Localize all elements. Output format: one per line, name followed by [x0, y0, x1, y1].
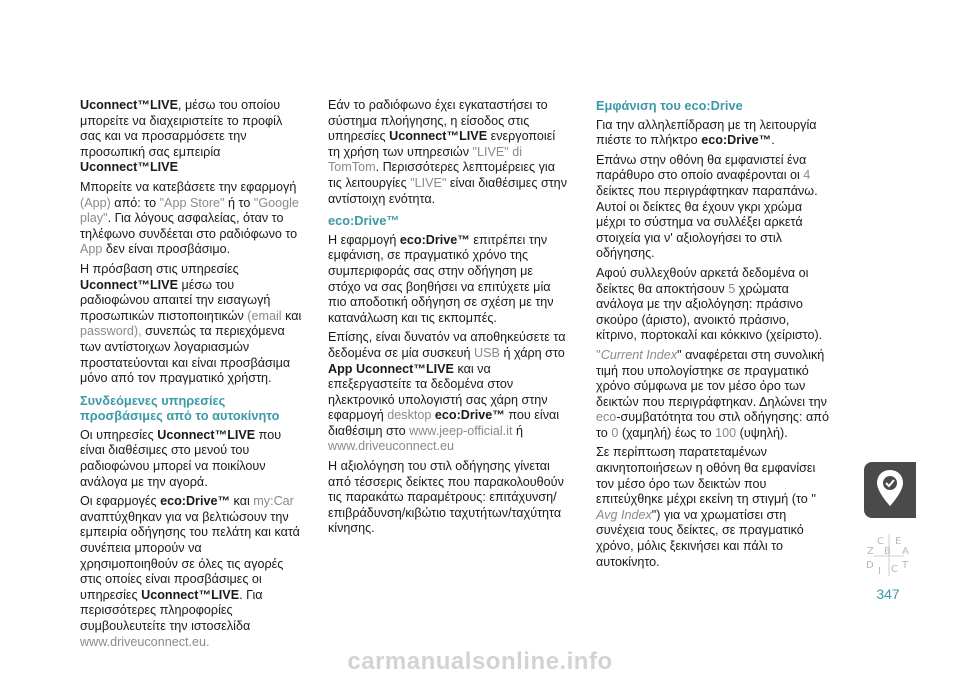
text: και	[230, 494, 254, 509]
gray-text: my:Car	[253, 494, 294, 509]
gray-italic-text: Avg Index	[596, 507, 652, 522]
website-link[interactable]: www.jeep-official.it	[409, 423, 513, 438]
text: από: το	[110, 195, 160, 210]
index-letter: T	[902, 560, 909, 571]
paragraph	[328, 98, 568, 207]
text: Αφού συλλεχθούν αρκετά δεδομένα οι δείκτες θα αποκτήσουν	[596, 265, 809, 296]
section-heading: Συνδεόμενες υπηρεσίες προσβάσιμες από το αυτοκίνητο	[80, 392, 280, 424]
index-letter: B	[884, 546, 891, 557]
text: και	[281, 308, 302, 323]
gray-text: 5	[728, 281, 736, 296]
text: μέσω του ραδιοφώνου απαιτεί την εισαγωγή προσωπικών πιστοποιητικών	[80, 277, 271, 323]
text: Οι εφαρμογές	[80, 494, 161, 509]
paragraph	[328, 233, 568, 327]
text: και να επεξεργαστείτε τα δεδομένα στον ηλεκτρονικό υπολογιστή σας χάρη στην εφαρμογή	[328, 361, 548, 423]
gray-text: "LIVE"	[410, 175, 447, 190]
paragraph	[80, 262, 302, 387]
gray-text: "App Store"	[159, 195, 225, 210]
paragraph	[596, 348, 832, 442]
text: συνεπώς τα περιεχόμενα των αντίστοιχων λογαριασμών προστατεύονται και είναι προσβάσιμα μόνο από τον πραγματικό χρήστη.	[80, 324, 291, 386]
gray-text: "LIVE" di TomTom	[328, 144, 523, 175]
page-number: 347	[876, 586, 900, 602]
column-middle	[328, 98, 568, 541]
brand-text: Uconnect™LIVE	[141, 587, 240, 602]
paragraph	[596, 266, 832, 344]
text: δείκτες που περιγράφτηκαν παραπάνω. Αυτοί οι δείκτες θα έχουν γκρι χρώμα μέχρι το σύστημα να συλλέξει αρκετά στοιχεία για ν' αξιολογήσει το στιλ οδήγησης.	[596, 183, 818, 261]
text: ή χάρη στο	[499, 345, 565, 360]
text: Οι υπηρεσίες	[80, 427, 158, 442]
text: , μέσω του οποίου μπορείτε να διαχειριστείτε το προφίλ σας και να προσαρμόσετε την προσωπική σας εμπειρία	[80, 98, 283, 159]
text: . Περισσότερες λεπτομέρειες για τις λειτουργίες	[328, 160, 555, 190]
text: " αναφέρεται στη συνολική τιμή που υπολογίστηκε σε πραγματικό χρόνο σύμφωνα με τον μέσο όρο των δεικτών που περιγράφτηκαν. Δηλώνει την	[596, 347, 827, 409]
text: (υψηλή).	[736, 425, 788, 440]
gray-text: (email	[247, 308, 282, 323]
gray-text: App	[80, 242, 103, 257]
paragraph	[596, 445, 832, 570]
brand-text: eco:Drive™	[434, 408, 505, 423]
text: ή	[512, 423, 523, 438]
gray-text: 100	[715, 425, 737, 440]
gray-text: desktop	[387, 408, 432, 423]
gray-text: (App)	[80, 195, 111, 210]
gray-text: ''	[596, 347, 601, 362]
gray-text: 0	[611, 425, 619, 440]
text: χρώματα ανάλογα με την αξιολόγηση: πράσινο σκούρο (άριστο), ανοικτό πράσινο, κίτρινο, πορτοκαλί και κόκκινο (χείριστο).	[596, 281, 823, 343]
text: επιτρέπει την εμφάνιση, σε πραγματικό χρόνο της συμπεριφοράς σας στην οδήγηση με στόχο να σας βοηθήσει να επιτύχετε μία πιο αποδοτική οδήγηση σε σχέση με την κατανάλωση και τις εκπομπές.	[328, 232, 554, 325]
paragraph	[80, 98, 302, 176]
watermark: carmanualsonline.info	[347, 648, 613, 675]
text: αναπτύχθηκαν για να βελτιώσουν την εμπειρία οδήγησης του πελάτη και κατά συνέπεια μπορούν να χρησιμοποιηθούν σε όλες τις αγορές στις οποίες είναι προσβάσιμες οι υπηρεσίες	[80, 509, 300, 602]
text: ενεργοποιεί τη χρήση των υπηρεσιών	[328, 129, 556, 159]
brand-text: Uconnect™LIVE	[80, 160, 178, 175]
text: . Για περισσότερες πληροφορίες συμβουλευτείτε την ιστοσελίδα	[80, 587, 263, 633]
map-pin-icon	[864, 462, 916, 518]
text: .	[771, 133, 775, 148]
text: ") για να χρωματίσει στη συνέχεια τους δείκτες, σε πραγματικό χρόνο, μόλις ξεκινήσει και πάλι το αυτοκίνητο.	[596, 507, 804, 569]
brand-text: eco:Drive™	[160, 494, 231, 509]
paragraph	[596, 118, 832, 149]
index-letter: I	[878, 566, 881, 577]
text: Σε περίπτωση παρατεταμένων ακινητοποιήσεων η οθόνη θα εμφανίσει τον μέσο όρο των δεικτών που επιτεύχθηκε μέχρι εκείνη τη στιγμή (το ''	[596, 445, 817, 507]
section-heading: Εμφάνιση του eco:Drive	[596, 98, 743, 113]
brand-text: eco:Drive™	[399, 232, 470, 247]
section-heading: eco:Drive™	[328, 213, 400, 229]
paragraph: Η αξιολόγηση του στιλ οδήγησης γίνεται από τέσσερις δείκτες που παρακολουθούν τις παρακάτω παραμέτρους: επιτάχυνση/επιβράδυνση/κιβώτιο ταχυτήτων/ταχύτητα κίνησης.	[328, 459, 564, 536]
text: Εάν το ραδιόφωνο έχει εγκαταστήσει το σύστημα πλοήγησης, η είσοδος στις υπηρεσίες	[328, 98, 548, 144]
text: ή το	[224, 195, 254, 210]
text: Η πρόσβαση στις υπηρεσίες	[80, 261, 239, 276]
text: (χαμηλή) έως το	[618, 425, 716, 440]
navigation-section-tab[interactable]	[864, 462, 916, 518]
paragraph	[596, 153, 832, 262]
text: που είναι διαθέσιμη στο	[328, 408, 560, 438]
brand-text: App Uconnect™LIVE	[328, 361, 454, 376]
paragraph	[80, 428, 302, 490]
website-link[interactable]: www.driveuconnect.eu	[328, 439, 455, 454]
paragraph	[80, 494, 302, 650]
text: Η εφαρμογή	[328, 232, 400, 247]
index-letter: E	[895, 536, 902, 547]
gray-text: "Google play"	[80, 195, 299, 226]
text: . Για λόγους ασφαλείας, όταν το τηλέφωνο συνδέεται στο ραδιόφωνο το	[80, 211, 298, 241]
text: -συμβατότητα του στιλ οδήγησης: από το	[596, 410, 829, 440]
gray-italic-text: Current Index	[600, 347, 678, 362]
alphabetical-index-icon	[864, 532, 914, 578]
index-letter: C	[891, 564, 898, 575]
text: είναι διαθέσιμες στην αντίστοιχη ενότητα.	[328, 175, 567, 206]
column-right	[596, 98, 832, 574]
brand-text: Uconnect™LIVE	[157, 427, 256, 442]
column-left	[80, 98, 302, 654]
text: Επάνω στην οθόνη θα εμφανιστεί ένα παράθυρο στο οποίο αναφέρονται οι	[596, 152, 807, 183]
gray-text: USB	[474, 345, 500, 360]
text: Επίσης, είναι δυνατόν να αποθηκεύσετε τα δεδομένα σε μία συσκευή	[328, 330, 566, 360]
index-letter: A	[902, 546, 909, 557]
text: Για την αλληλεπίδραση με τη λειτουργία πιέστε το πλήκτρο	[596, 117, 817, 148]
brand-text: Uconnect™LIVE	[80, 277, 178, 292]
index-letter: C	[877, 536, 884, 547]
brand-text: Uconnect™LIVE	[389, 129, 488, 144]
text: που είναι διαθέσιμες στο μενού του ραδιοφώνου μπορεί να ποικίλουν ανάλογα με την αγορά.	[80, 427, 282, 489]
gray-text: eco	[596, 410, 617, 425]
website-link[interactable]: www.driveuconnect.eu.	[80, 634, 210, 649]
index-letter: Z	[867, 546, 874, 557]
text: Μπορείτε να κατεβάσετε την εφαρμογή	[80, 179, 297, 194]
gray-text: password),	[80, 324, 142, 339]
text: δεν είναι προσβάσιμο.	[102, 242, 231, 257]
index-letter: D	[866, 560, 874, 571]
brand-text: eco:Drive™	[701, 133, 772, 148]
paragraph	[80, 180, 302, 258]
gray-text: 4	[803, 168, 811, 183]
paragraph	[328, 330, 568, 455]
brand-text: Uconnect™LIVE	[80, 98, 178, 112]
